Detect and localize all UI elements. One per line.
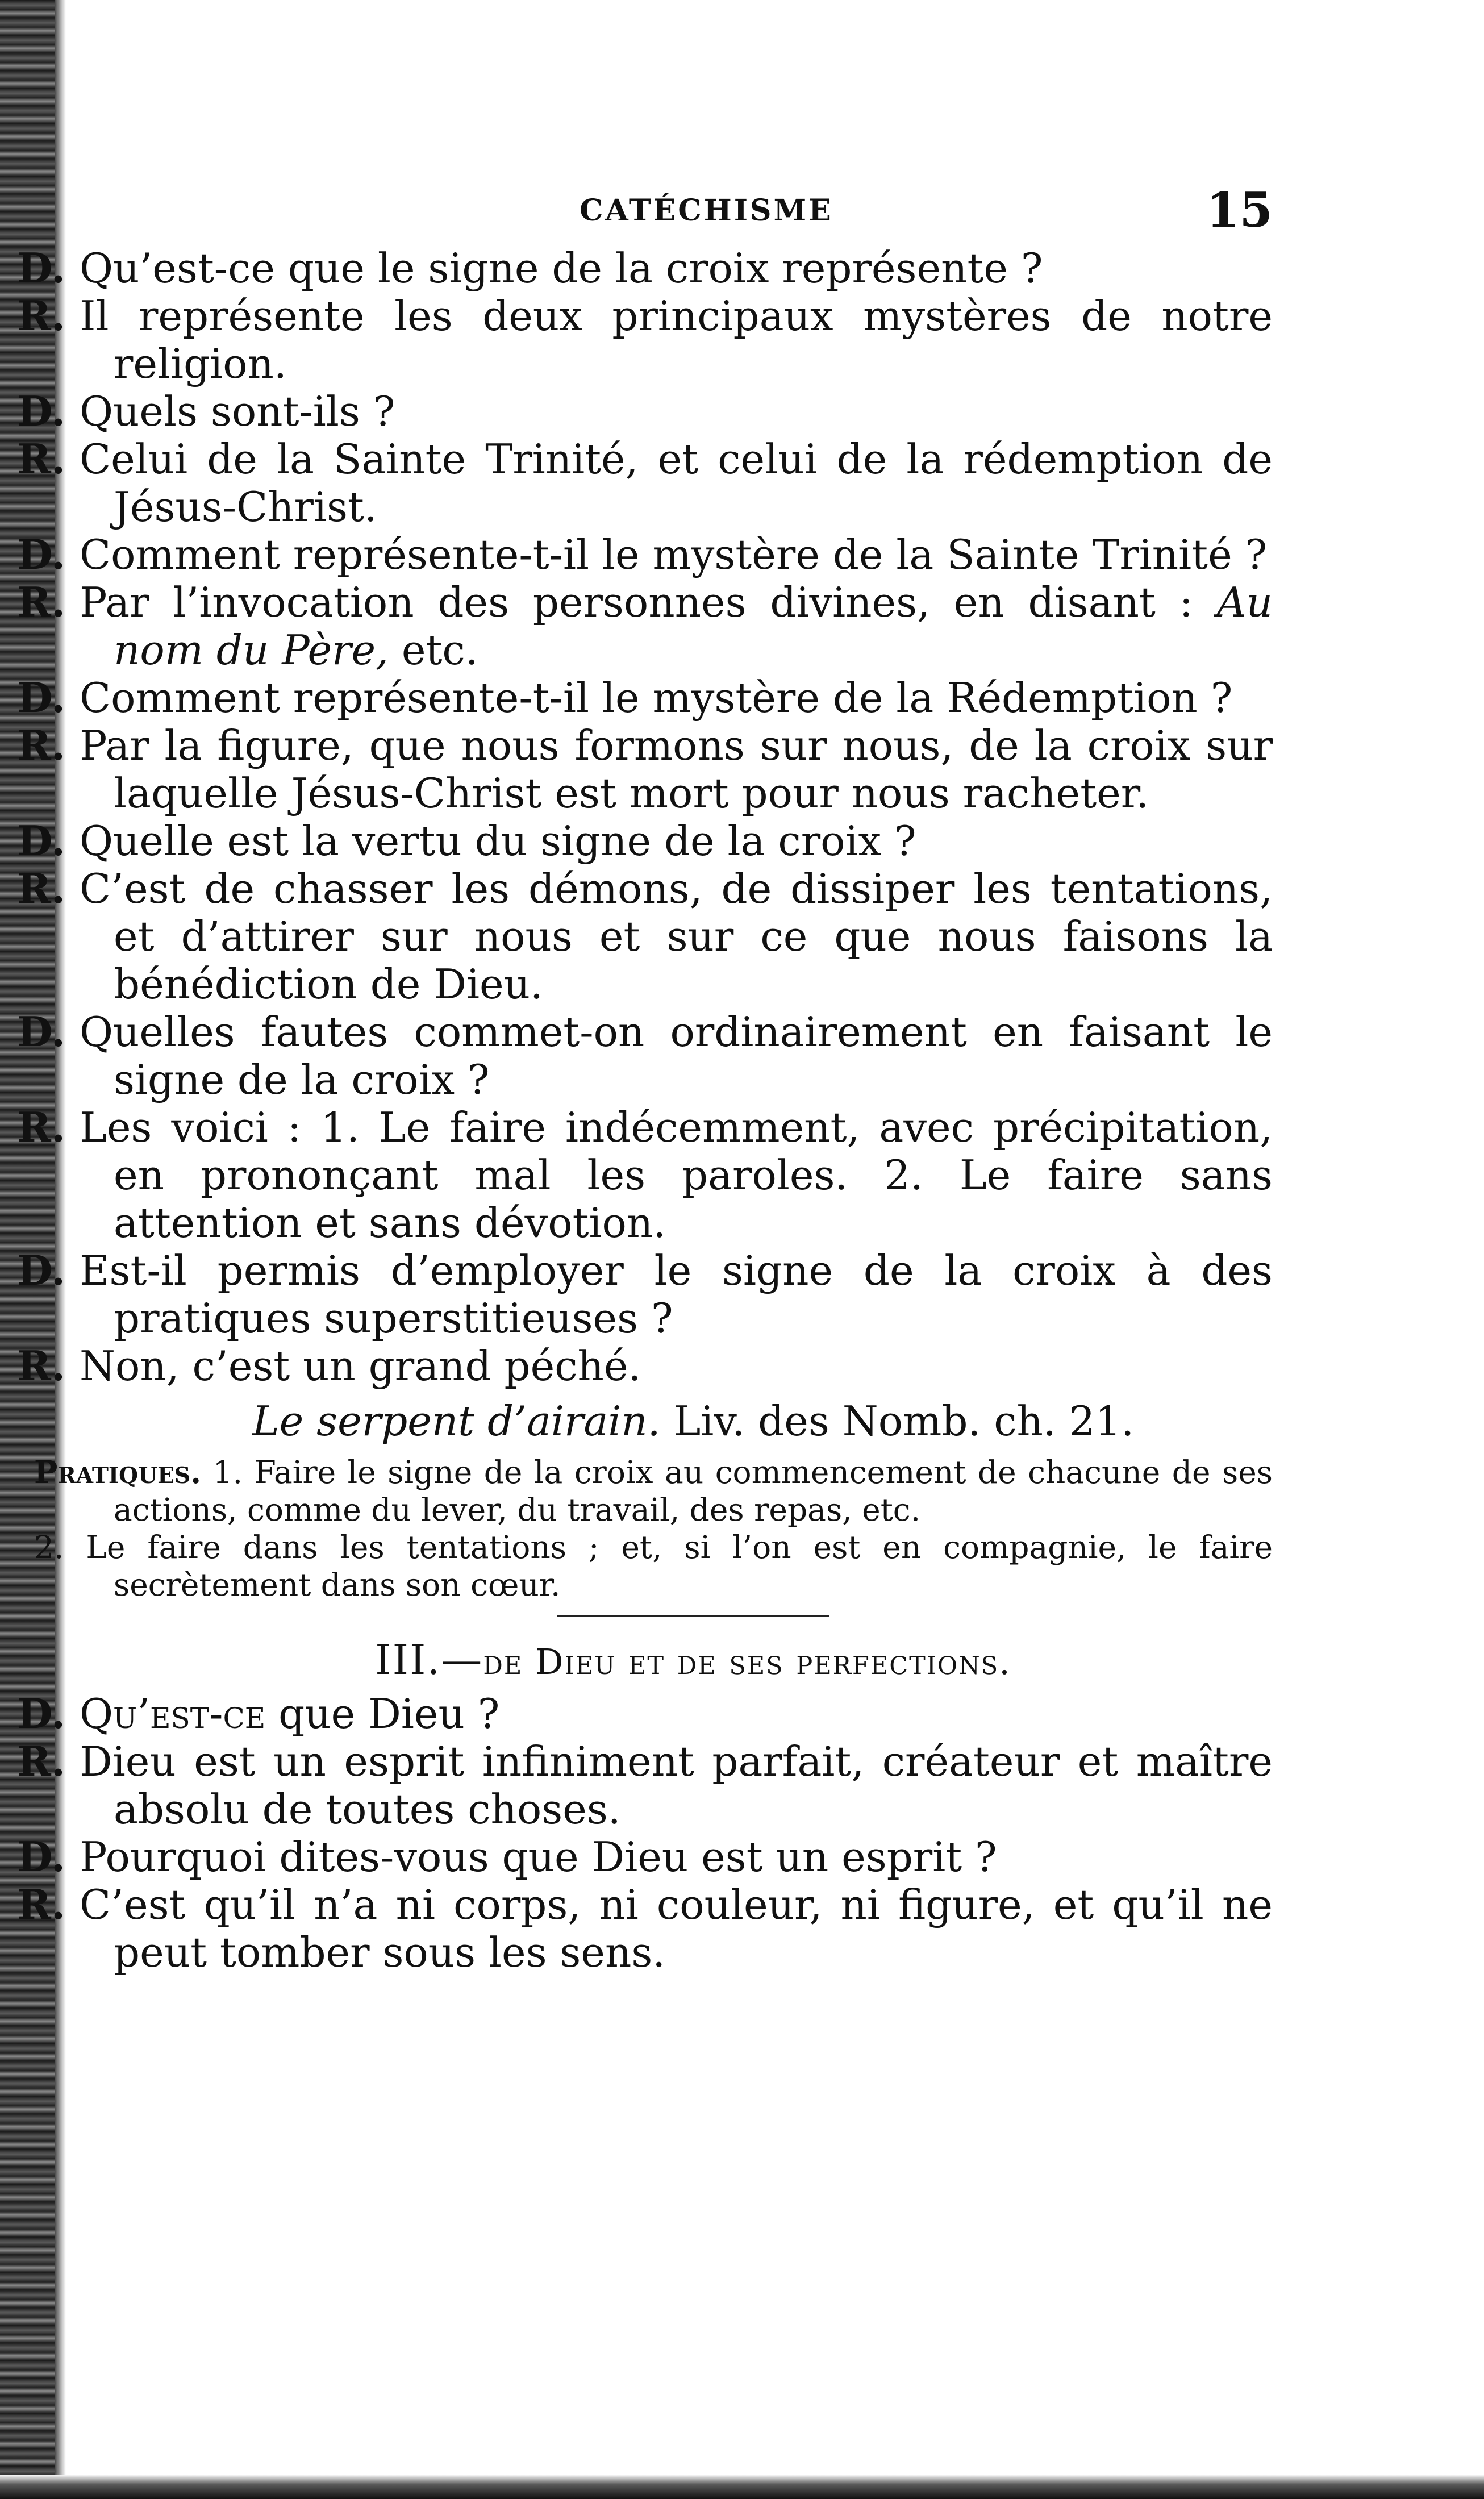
story-title: Le serpent d’airain. (252, 1397, 661, 1445)
qa-entry (17, 673, 1273, 722)
qa-entry (17, 1880, 1273, 1976)
qa-entry (17, 530, 1273, 578)
qa-entry (17, 1103, 1273, 1247)
catechism-qa-part2 (17, 1689, 1273, 1976)
qa-text: Il représente les deux principaux mystères de notre religion. (80, 292, 1273, 388)
qa-entry (17, 244, 1273, 292)
qa-entry (17, 1832, 1273, 1881)
qa-text: Les voici : 1. Le faire indécemment, avec précipitation, en prononçant mal les paroles. 2. Le faire sans attention et sans dévotion. (80, 1103, 1273, 1247)
qa-text: Qu’est-ce que le signe de la croix représente ? (80, 244, 1043, 292)
qa-text: etc. (388, 626, 478, 674)
qa-text: C’est de chasser les démons, de dissiper les tentations, et d’attirer sur nous et sur ce que nous faisons la bénédiction de Dieu. (80, 865, 1273, 1008)
section-divider (557, 1615, 829, 1617)
qa-entry (17, 387, 1273, 435)
section-title: de Dieu et de ses perfections. (483, 1641, 1011, 1682)
qa-text: Pourquoi dites-vous que Dieu est un esprit ? (80, 1833, 997, 1881)
question-marker: D. (17, 530, 65, 578)
question-marker: D. (17, 1832, 65, 1881)
answer-marker: R. (17, 1342, 65, 1390)
running-head (114, 182, 1273, 244)
practices-label: Pratiques. (34, 1453, 202, 1490)
practice-item (34, 1528, 1273, 1603)
qa-lead-word: Qu’est-ce (80, 1690, 266, 1738)
story-reference (114, 1396, 1273, 1447)
answer-marker: R. (17, 864, 65, 913)
catechism-qa-part1 (17, 244, 1273, 1390)
question-marker: D. (17, 244, 65, 292)
question-marker: D. (17, 387, 65, 435)
qa-entry (17, 435, 1273, 531)
qa-text: Dieu est un esprit infiniment parfait, créateur et maître absolu de toutes choses. (80, 1738, 1273, 1833)
qa-entry (17, 817, 1273, 865)
practices-block (34, 1453, 1273, 1603)
section-number: III.— (375, 1636, 483, 1684)
qa-entry (17, 1737, 1273, 1833)
qa-text: que Dieu ? (265, 1690, 500, 1738)
page-bottom-edge (0, 2475, 1484, 2499)
qa-entry (17, 1689, 1273, 1738)
qa-text-italic: Au nom du Père, (114, 578, 1273, 674)
qa-text: Quels sont-ils ? (80, 388, 395, 435)
answer-marker: R. (17, 578, 65, 626)
qa-entry (17, 291, 1273, 388)
page-number: 15 (1206, 182, 1273, 238)
qa-text: C’est qu’il n’a ni corps, ni couleur, ni figure, et qu’il ne peut tomber sous les sens. (80, 1881, 1273, 1976)
practice-item (34, 1453, 1273, 1528)
practice-text: 2. Le faire dans les tentations ; et, si l’on est en compagnie, le faire secrètement dans son cœur. (34, 1529, 1273, 1603)
qa-text: Par la figure, que nous formons sur nous, de la croix sur laquelle Jésus-Christ est mort pour nous racheter. (80, 722, 1273, 817)
question-marker: D. (17, 1246, 65, 1294)
qa-text: Quelle est la vertu du signe de la croix ? (80, 817, 916, 865)
qa-text: Quelles fautes commet-on ordinairement en faisant le signe de la croix ? (80, 1008, 1273, 1103)
qa-entry (17, 1007, 1273, 1103)
question-marker: D. (17, 673, 65, 722)
book-page (17, 182, 1273, 1976)
qa-text: Comment représente-t-il le mystère de la Sainte Trinité ? (80, 531, 1268, 578)
qa-entry (17, 1342, 1273, 1390)
qa-text: Celui de la Sainte Trinité, et celui de la rédemption de Jésus-Christ. (80, 435, 1273, 531)
answer-marker: R. (17, 721, 65, 769)
qa-entry (17, 1246, 1273, 1342)
qa-text: Par l’invocation des personnes divines, en disant : (80, 578, 1217, 626)
section-heading (114, 1634, 1273, 1688)
answer-marker: R. (17, 435, 65, 483)
story-book-reference: Liv. des Nomb. ch. 21. (673, 1397, 1135, 1445)
qa-text: Non, c’est un grand péché. (80, 1342, 641, 1390)
qa-entry (17, 721, 1273, 817)
answer-marker: R. (17, 1737, 65, 1785)
question-marker: D. (17, 817, 65, 865)
answer-marker: R. (17, 1103, 65, 1151)
running-title: CATÉCHISME (580, 193, 833, 228)
qa-text: Comment représente-t-il le mystère de la Rédemption ? (80, 674, 1233, 722)
practice-text: 1. Faire le signe de la croix au commencement de chacune de ses actions, comme du lever, du travail, des repas, etc. (114, 1454, 1273, 1528)
qa-entry (17, 578, 1273, 674)
qa-text: Est-il permis d’employer le signe de la croix à des pratiques superstitieuses ? (80, 1247, 1273, 1342)
answer-marker: R. (17, 1880, 65, 1929)
question-marker: D. (17, 1007, 65, 1056)
question-marker: D. (17, 1689, 65, 1738)
qa-entry (17, 864, 1273, 1008)
answer-marker: R. (17, 291, 65, 340)
